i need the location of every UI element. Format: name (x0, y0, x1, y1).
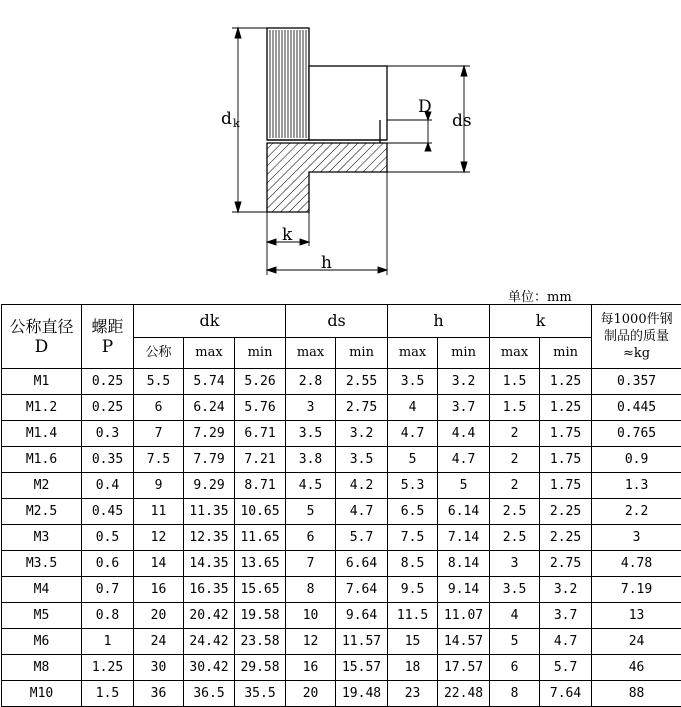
table-cell: 8 (286, 577, 336, 603)
table-cell: 1.25 (540, 369, 592, 395)
subheader-k-min: min (540, 338, 592, 369)
table-cell: 3 (592, 525, 681, 551)
table-row (2, 629, 681, 655)
table-cell: 11.35 (184, 499, 235, 525)
h-label: h (321, 253, 332, 273)
table-cell: 7.79 (184, 447, 235, 473)
table-cell: 88 (592, 681, 681, 707)
header-k: k (490, 305, 592, 338)
table-cell: 7.64 (540, 681, 592, 707)
table-cell-size: M2.5 (2, 499, 82, 525)
table-cell: 3.5 (490, 577, 540, 603)
table-cell: 29.58 (235, 655, 286, 681)
table-cell: 14.57 (438, 629, 490, 655)
table-cell: 2.5 (490, 525, 540, 551)
table-cell: 2.8 (286, 369, 336, 395)
table-cell: 1.5 (82, 681, 134, 707)
table-cell: 23.58 (235, 629, 286, 655)
table-row (2, 551, 681, 577)
table-cell: 4 (490, 603, 540, 629)
k-label: k (282, 225, 293, 245)
header-dk: dk (134, 305, 286, 338)
table-cell: 5.74 (184, 369, 235, 395)
table-cell: 10 (286, 603, 336, 629)
table-cell: 0.3 (82, 421, 134, 447)
table-cell: 24.42 (184, 629, 235, 655)
knurled-nut-drawing (0, 0, 681, 285)
table-row (2, 369, 681, 395)
table-cell: 9 (134, 473, 184, 499)
table-cell: 3.5 (286, 421, 336, 447)
table-cell: 2.2 (592, 499, 681, 525)
table-cell: 30 (134, 655, 184, 681)
table-cell: 5 (490, 629, 540, 655)
table-cell: 20 (134, 603, 184, 629)
table-row (2, 421, 681, 447)
table-cell: 24 (592, 629, 681, 655)
table-cell: 9.29 (184, 473, 235, 499)
table-cell: 1.75 (540, 473, 592, 499)
table-cell: 4.7 (438, 447, 490, 473)
table-cell: 1.25 (540, 395, 592, 421)
table-cell: 0.7 (82, 577, 134, 603)
table-cell: 0.6 (82, 551, 134, 577)
table-cell: 6.71 (235, 421, 286, 447)
table-row (2, 525, 681, 551)
table-cell: 12 (134, 525, 184, 551)
header-pitch: 螺距 P (82, 305, 134, 369)
table-cell: 5.76 (235, 395, 286, 421)
table-cell: 20.42 (184, 603, 235, 629)
table-cell: 5.7 (336, 525, 388, 551)
table-cell: 10.65 (235, 499, 286, 525)
table-cell: 0.9 (592, 447, 681, 473)
table-cell: 1.5 (490, 395, 540, 421)
table-cell: 36.5 (184, 681, 235, 707)
table-cell-size: M5 (2, 603, 82, 629)
table-row (2, 473, 681, 499)
table-cell: 11.57 (336, 629, 388, 655)
table-cell-size: M4 (2, 577, 82, 603)
table-cell: 6 (490, 655, 540, 681)
D-label: D (418, 97, 432, 117)
table-cell-size: M8 (2, 655, 82, 681)
table-cell: 0.45 (82, 499, 134, 525)
subheader-dk-min: min (235, 338, 286, 369)
table-cell: 7.14 (438, 525, 490, 551)
table-cell: 35.5 (235, 681, 286, 707)
table-cell: 12 (286, 629, 336, 655)
table-cell: 0.5 (82, 525, 134, 551)
table-cell: 16 (134, 577, 184, 603)
unit-label: 单位：mm (508, 290, 572, 305)
table-cell: 5 (286, 499, 336, 525)
table-cell: 6 (286, 525, 336, 551)
table-cell: 7 (286, 551, 336, 577)
table-cell: 7.19 (592, 577, 681, 603)
table-cell: 5.7 (540, 655, 592, 681)
table-cell: 7.29 (184, 421, 235, 447)
table-cell-size: M1.6 (2, 447, 82, 473)
table-cell: 5.3 (388, 473, 438, 499)
table-cell: 0.4 (82, 473, 134, 499)
table-cell-size: M3.5 (2, 551, 82, 577)
table-cell: 4.7 (336, 499, 388, 525)
table-cell: 3.8 (286, 447, 336, 473)
ds-label: ds (452, 111, 472, 131)
header-h: h (388, 305, 490, 338)
table-cell: 8.14 (438, 551, 490, 577)
table-cell: 16.35 (184, 577, 235, 603)
table-cell: 5 (388, 447, 438, 473)
table-cell: 6.14 (438, 499, 490, 525)
table-cell-size: M3 (2, 525, 82, 551)
table-cell-size: M1.4 (2, 421, 82, 447)
table-cell: 3 (286, 395, 336, 421)
table-cell: 2 (490, 421, 540, 447)
table-cell: 2.5 (490, 499, 540, 525)
table-cell-size: M1 (2, 369, 82, 395)
table-cell: 11.07 (438, 603, 490, 629)
table-cell: 2.25 (540, 525, 592, 551)
table-cell: 4.78 (592, 551, 681, 577)
table-cell: 14.35 (184, 551, 235, 577)
table-cell: 30.42 (184, 655, 235, 681)
table-cell: 4 (388, 395, 438, 421)
table-cell: 8.71 (235, 473, 286, 499)
table-cell-size: M10 (2, 681, 82, 707)
table-cell: 23 (388, 681, 438, 707)
table-cell: 3.5 (336, 447, 388, 473)
table-cell: 6.24 (184, 395, 235, 421)
table-cell: 24 (134, 629, 184, 655)
table-row (2, 603, 681, 629)
table-cell: 2 (490, 447, 540, 473)
table-cell: 9.14 (438, 577, 490, 603)
table-cell: 1.5 (490, 369, 540, 395)
subheader-dk-max: max (184, 338, 235, 369)
table-row (2, 577, 681, 603)
table-cell: 3.7 (540, 603, 592, 629)
table-cell: 3 (490, 551, 540, 577)
table-cell: 1.25 (82, 655, 134, 681)
table-cell: 4.5 (286, 473, 336, 499)
table-cell: 1.75 (540, 421, 592, 447)
table-cell: 7 (134, 421, 184, 447)
table-body (2, 369, 681, 707)
table-cell: 15.65 (235, 577, 286, 603)
dk-subscript: k (233, 117, 240, 130)
table-cell: 2.75 (336, 395, 388, 421)
dk-label: d (221, 109, 232, 129)
table-cell: 19.48 (336, 681, 388, 707)
table-cell: 19.58 (235, 603, 286, 629)
table-cell: 2.75 (540, 551, 592, 577)
table-cell: 0.8 (82, 603, 134, 629)
header-ds: ds (286, 305, 388, 338)
table-cell: 7.21 (235, 447, 286, 473)
table-cell: 15.57 (336, 655, 388, 681)
table-cell: 15 (388, 629, 438, 655)
table-cell: 5.26 (235, 369, 286, 395)
table-cell: 20 (286, 681, 336, 707)
table-cell-size: M6 (2, 629, 82, 655)
table-cell: 0.765 (592, 421, 681, 447)
table-cell: 0.445 (592, 395, 681, 421)
subheader-h-max: max (388, 338, 438, 369)
table-cell: 11.5 (388, 603, 438, 629)
table-cell: 8 (490, 681, 540, 707)
header-row-1 (2, 305, 681, 338)
table-cell: 4.7 (388, 421, 438, 447)
table-cell: 11 (134, 499, 184, 525)
header-nominal-diameter: 公称直径 D (2, 305, 82, 369)
subheader-k-max: max (490, 338, 540, 369)
table-cell: 3.7 (438, 395, 490, 421)
table-cell: 6.5 (388, 499, 438, 525)
table-row (2, 655, 681, 681)
table-cell: 8.5 (388, 551, 438, 577)
table-cell: 17.57 (438, 655, 490, 681)
table-cell: 3.2 (438, 369, 490, 395)
subheader-ds-min: min (336, 338, 388, 369)
table-cell: 18 (388, 655, 438, 681)
table-cell: 4.7 (540, 629, 592, 655)
table-cell: 36 (134, 681, 184, 707)
specification-table (1, 304, 681, 707)
table-cell: 1 (82, 629, 134, 655)
subheader-dk-nominal: 公称 (134, 338, 184, 369)
subheader-ds-max: max (286, 338, 336, 369)
table-cell: 3.2 (540, 577, 592, 603)
table-row (2, 395, 681, 421)
table-cell: 1.3 (592, 473, 681, 499)
table-cell: 46 (592, 655, 681, 681)
table-row (2, 681, 681, 707)
table-cell: 5.5 (134, 369, 184, 395)
table-cell: 1.75 (540, 447, 592, 473)
table-cell: 7.64 (336, 577, 388, 603)
table-cell: 13 (592, 603, 681, 629)
table-cell-size: M2 (2, 473, 82, 499)
table-cell: 6.64 (336, 551, 388, 577)
table-cell: 11.65 (235, 525, 286, 551)
table-cell: 9.64 (336, 603, 388, 629)
table-cell: 5 (438, 473, 490, 499)
table-cell: 2.25 (540, 499, 592, 525)
table-cell: 12.35 (184, 525, 235, 551)
table-cell: 22.48 (438, 681, 490, 707)
table-cell: 0.35 (82, 447, 134, 473)
table-cell: 4.2 (336, 473, 388, 499)
table-cell: 7.5 (388, 525, 438, 551)
table-cell: 0.25 (82, 369, 134, 395)
table-cell: 13.65 (235, 551, 286, 577)
table-row (2, 499, 681, 525)
table-cell: 14 (134, 551, 184, 577)
table-cell: 6 (134, 395, 184, 421)
header-mass: 每1000件钢 制品的质量 ≈kg (592, 305, 681, 369)
table-cell: 2 (490, 473, 540, 499)
table-cell: 9.5 (388, 577, 438, 603)
table-cell: 3.5 (388, 369, 438, 395)
table-cell: 0.357 (592, 369, 681, 395)
table-cell-size: M1.2 (2, 395, 82, 421)
table-cell: 3.2 (336, 421, 388, 447)
table-cell: 2.55 (336, 369, 388, 395)
table-row (2, 447, 681, 473)
table-cell: 7.5 (134, 447, 184, 473)
subheader-h-min: min (438, 338, 490, 369)
table-cell: 4.4 (438, 421, 490, 447)
table-cell: 16 (286, 655, 336, 681)
table-cell: 0.25 (82, 395, 134, 421)
